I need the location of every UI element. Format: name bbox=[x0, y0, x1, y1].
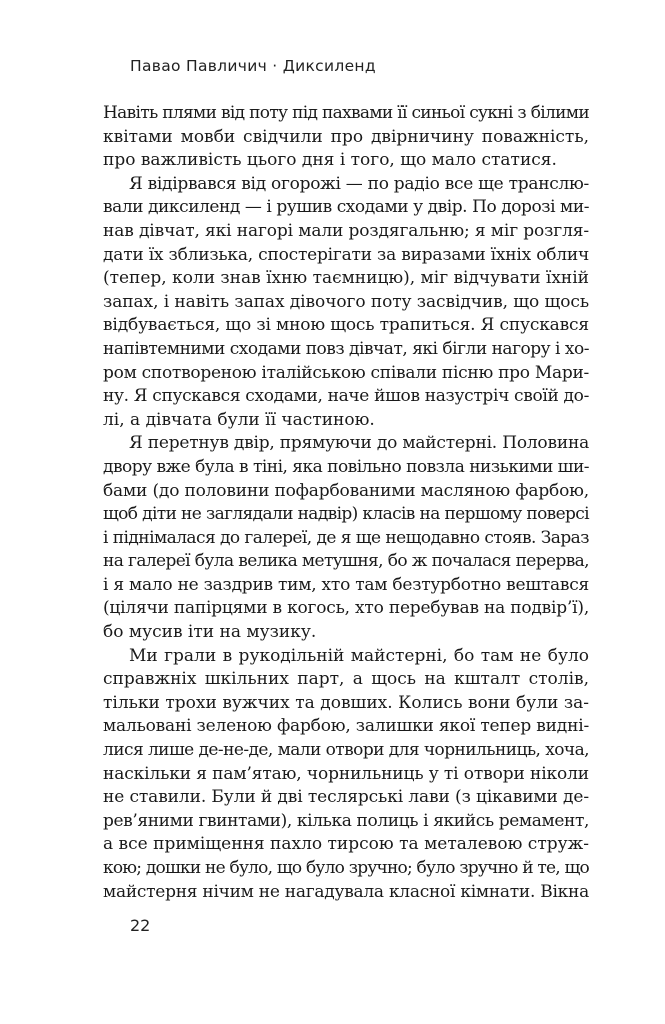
text-line: квітами мовби свідчили про двірничину поважність, bbox=[103, 126, 589, 147]
body-text bbox=[103, 102, 589, 904]
text-line: лися лише де-не-де, мали отвори для чорнильниць, хоча, bbox=[103, 740, 589, 761]
text-line: не ставили. Були й дві теслярські лави (з цікавими де- bbox=[103, 787, 590, 808]
text-line: наскільки я пам’ятаю, чорнильниць у ті отвори ніколи bbox=[103, 763, 590, 784]
text-line: Я перетнув двір, прямуючи до майстерні. Половина bbox=[129, 433, 589, 454]
text-line: справжніх шкільних парт, а щось на кшталт столів, bbox=[103, 669, 589, 690]
text-line: двору вже була в тіні, яка повільно повзла низькими ши- bbox=[103, 456, 589, 477]
text-line: напівтемними сходами повз дівчат, які бігли нагору і хо- bbox=[103, 338, 589, 359]
text-line: (цілячи папірцями в когось, хто перебував на подвір’ї), bbox=[103, 598, 590, 619]
text-line: тільки трохи вужчих та довших. Колись вони були за- bbox=[103, 692, 589, 713]
text-line: нав дівчат, які нагорі мали роздягальню; я міг розгля- bbox=[103, 220, 589, 241]
text-line: а все приміщення пахло тирсою та металевою струж- bbox=[103, 834, 589, 855]
text-line: майстерня нічим не нагадувала класної кімнати. Вікна bbox=[103, 881, 589, 902]
text-line: ром спотвореною італійською співали пісню про Мари- bbox=[103, 362, 590, 383]
text-line: Навіть плями від поту під пахвами її синьої сукні з білими bbox=[103, 103, 589, 123]
text-line: дати їх зблизька, спостерігати за виразами їхніх облич bbox=[103, 244, 590, 265]
text-line: запах, і навіть запах дівочого поту засвідчив, що щось bbox=[103, 291, 590, 312]
text-line: Я відірвався від огорожі — по радіо все ще транслю- bbox=[129, 173, 590, 194]
text-line: рев’яними гвинтами), кілька полиць і якийсь ремамент, bbox=[103, 810, 590, 831]
text-line: мальовані зеленою фарбою, залишки якої тепер видні- bbox=[103, 716, 589, 737]
text-line: щоб діти не заглядали надвір) класів на першому поверсі bbox=[103, 504, 589, 525]
text-line: відбувається, що зі мною щось трапиться. Я спускався bbox=[103, 315, 589, 336]
text-line: бами (до половини пофарбованими масляною фарбою, bbox=[103, 480, 589, 501]
page-number: 22 bbox=[130, 916, 151, 935]
text-line: кою; дошки не було, що було зручно; було зручно й те, що bbox=[103, 858, 589, 878]
text-line: про важливість цього дня і того, що мало статися. bbox=[103, 150, 557, 171]
text-line: лі, а дівчата були її частиною. bbox=[103, 409, 375, 430]
text-line: ну. Я спускався сходами, наче йшов назустріч своїй до- bbox=[103, 386, 589, 407]
text-line: і піднімалася до галереї, де я ще нещодавно стояв. Зараз bbox=[103, 527, 589, 548]
text-line: (тепер, коли знав їхню таємницю), міг відчувати їхній bbox=[103, 268, 589, 289]
text-line: вали диксиленд — і рушив сходами у двір. По дорозі ми- bbox=[103, 197, 590, 218]
running-header: Павао Павличич · Диксиленд bbox=[130, 57, 376, 75]
text-line: Ми грали в рукодільній майстерні, бо там не було bbox=[129, 645, 589, 666]
text-line: на галереї була велика метушня, бо ж почалася перерва, bbox=[103, 551, 589, 572]
text-line: бо мусив іти на музику. bbox=[103, 622, 317, 643]
text-line: і я мало не заздрив тим, хто там безтурботно вештався bbox=[103, 574, 590, 595]
